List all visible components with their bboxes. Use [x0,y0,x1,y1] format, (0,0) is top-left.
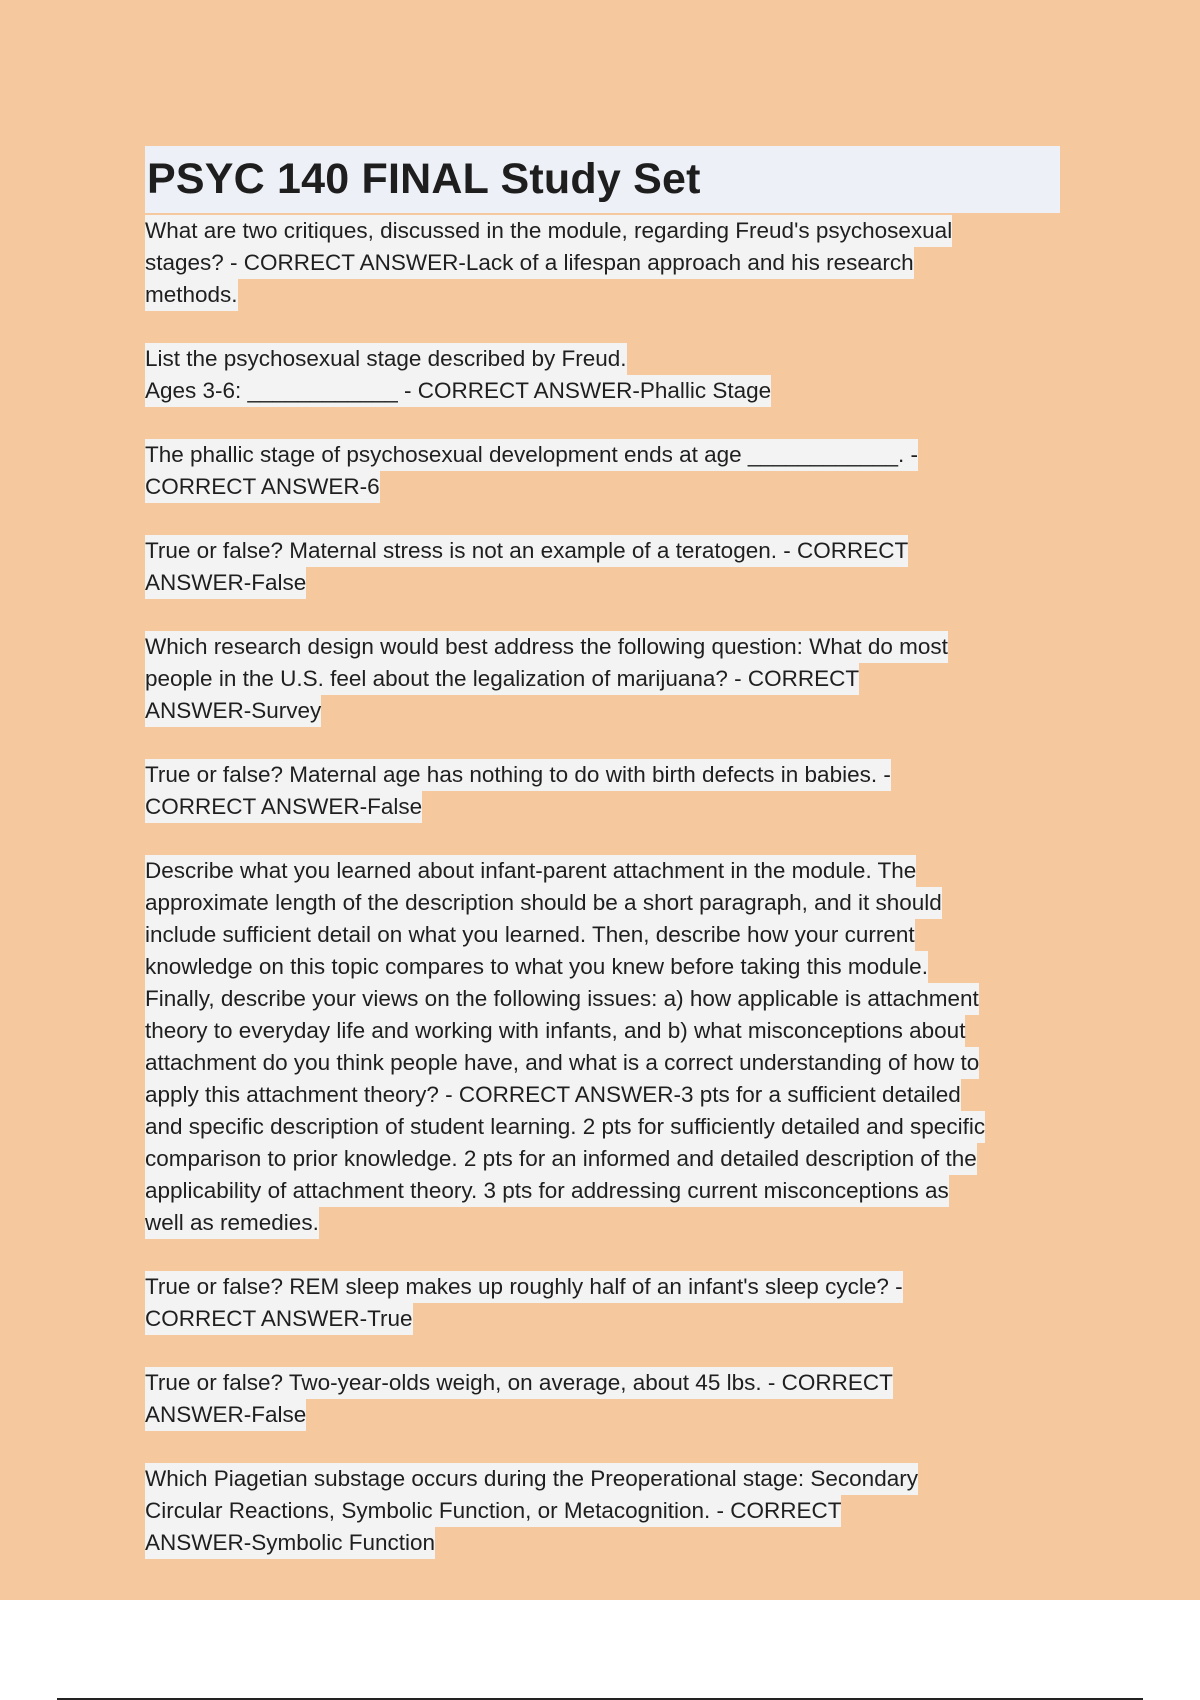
flashcard-line: The phallic stage of psychosexual development ends at age ____________. - [145,439,918,471]
flashcard-line: Ages 3-6: ____________ - CORRECT ANSWER-Phallic Stage [145,375,771,407]
flashcard-line: What are two critiques, discussed in the module, regarding Freud's psychosexual [145,215,952,247]
page-title: PSYC 140 FINAL Study Set [147,155,701,203]
flashcard [145,1367,1060,1431]
flashcard-line: applicability of attachment theory. 3 pts for addressing current misconceptions as [145,1175,949,1207]
flashcard-line: ANSWER-False [145,1399,306,1431]
flashcard-line: knowledge on this topic compares to what you knew before taking this module. [145,951,928,983]
flashcard-line: True or false? Maternal age has nothing to do with birth defects in babies. - [145,759,891,791]
title-bar [145,146,1060,213]
flashcard-line: Circular Reactions, Symbolic Function, or Metacognition. - CORRECT [145,1495,841,1527]
flashcard-line: stages? - CORRECT ANSWER-Lack of a lifespan approach and his research [145,247,914,279]
flashcard-line: people in the U.S. feel about the legalization of marijuana? - CORRECT [145,663,859,695]
flashcard [145,631,1060,727]
flashcard [145,535,1060,599]
flashcard-line: Which Piagetian substage occurs during the Preoperational stage: Secondary [145,1463,918,1495]
flashcard-line: CORRECT ANSWER-False [145,791,422,823]
flashcard-line: ANSWER-Symbolic Function [145,1527,435,1559]
flashcard-list [145,215,1060,1559]
flashcard-line: well as remedies. [145,1207,319,1239]
flashcard-line: attachment do you think people have, and what is a correct understanding of how to [145,1047,979,1079]
flashcard [145,1463,1060,1559]
flashcard-line: Which research design would best address the following question: What do most [145,631,948,663]
flashcard-line: True or false? Maternal stress is not an example of a teratogen. - CORRECT [145,535,908,567]
flashcard-line: include sufficient detail on what you learned. Then, describe how your current [145,919,915,951]
flashcard-line: ANSWER-Survey [145,695,321,727]
flashcard-line: True or false? REM sleep makes up roughly half of an infant's sleep cycle? - [145,1271,903,1303]
flashcard [145,855,1060,1239]
flashcard-line: theory to everyday life and working with infants, and b) what misconceptions about [145,1015,965,1047]
flashcard-line: True or false? Two-year-olds weigh, on average, about 45 lbs. - CORRECT [145,1367,893,1399]
flashcard-line: and specific description of student learning. 2 pts for sufficiently detailed and specific [145,1111,985,1143]
flashcard-line: Finally, describe your views on the following issues: a) how applicable is attachment [145,983,979,1015]
flashcard-line: comparison to prior knowledge. 2 pts for an informed and detailed description of the [145,1143,977,1175]
flashcard [145,1271,1060,1335]
flashcard-line: List the psychosexual stage described by Freud. [145,343,627,375]
document-content [145,146,1060,1591]
flashcard [145,439,1060,503]
flashcard-line: approximate length of the description should be a short paragraph, and it should [145,887,942,919]
flashcard-line: ANSWER-False [145,567,306,599]
flashcard-line: methods. [145,279,238,311]
flashcard [145,343,1060,407]
flashcard-line: CORRECT ANSWER-True [145,1303,413,1335]
flashcard-line: apply this attachment theory? - CORRECT ANSWER-3 pts for a sufficient detailed [145,1079,961,1111]
flashcard [145,759,1060,823]
flashcard-line: Describe what you learned about infant-parent attachment in the module. The [145,855,916,887]
flashcard [145,215,1060,311]
flashcard-line: CORRECT ANSWER-6 [145,471,380,503]
